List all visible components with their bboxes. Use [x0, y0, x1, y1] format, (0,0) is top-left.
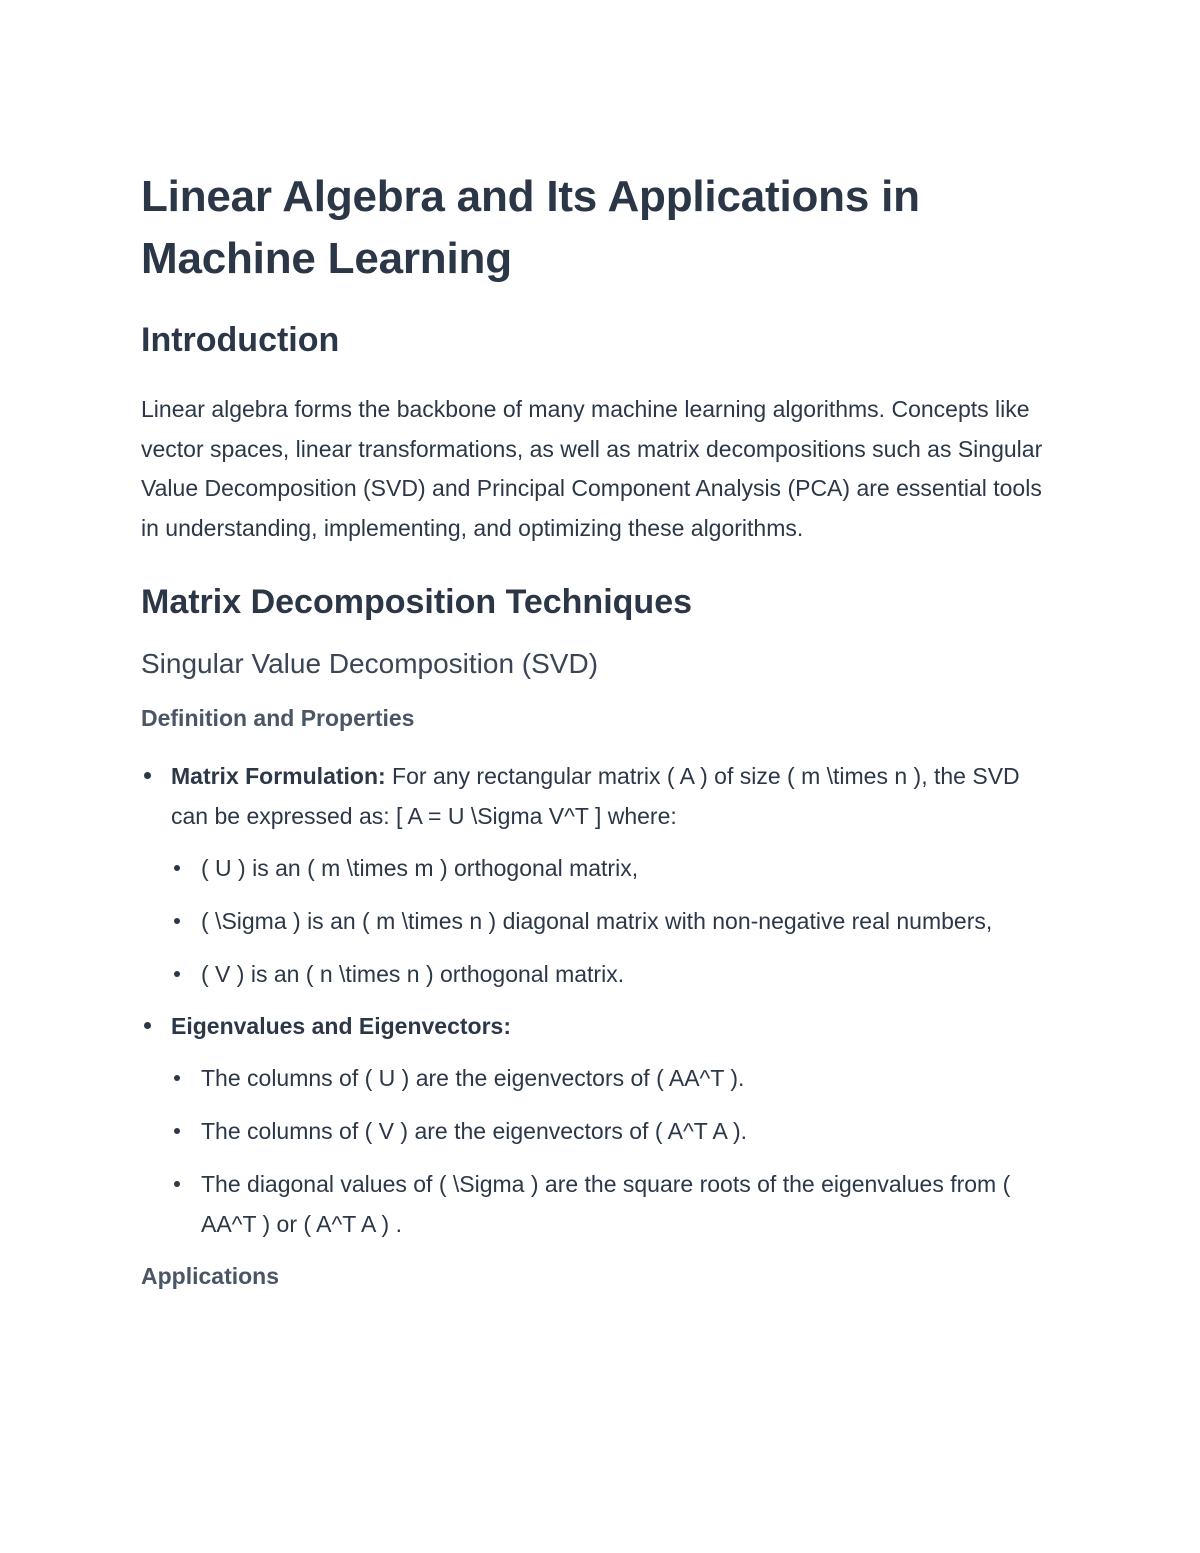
bullet-icon [174, 971, 180, 977]
bullet-icon [144, 772, 151, 779]
list-item-text: The diagonal values of ( \Sigma ) are the square roots of the eigenvalues from ( AA^T ) or ( A^T A ) . [201, 1171, 1011, 1237]
document-title: Linear Algebra and Its Applications in Machine Learning [141, 172, 920, 283]
list-item-eigenvalues [141, 1006, 1061, 1244]
list-item-text: ( V ) is an ( n \times n ) orthogonal matrix. [201, 961, 625, 987]
list-item [171, 1111, 1061, 1151]
svd-property-list [141, 756, 1061, 1244]
list-item-text: For any rectangular matrix ( A ) of size ( m \times n ), the SVD can be expressed as: [ A = U \Sigma V^T ] where: [171, 763, 1020, 829]
list-item-text: The columns of ( V ) are the eigenvectors of ( A^T A ). [201, 1118, 748, 1144]
introduction-heading: Introduction [141, 321, 340, 359]
matrix-formulation-sublist [171, 848, 1061, 994]
applications-heading: Applications [141, 1263, 280, 1289]
bullet-icon [174, 1181, 180, 1187]
list-item-text: ( \Sigma ) is an ( m \times n ) diagonal matrix with non-negative real numbers, [201, 908, 993, 934]
document-page [141, 166, 1061, 1292]
list-item-label: Matrix Formulation: [171, 763, 386, 789]
bullet-icon [144, 1022, 151, 1029]
list-item-text: The columns of ( U ) are the eigenvectors of ( AA^T ). [201, 1065, 745, 1091]
bullet-icon [174, 865, 180, 871]
matrix-decomposition-heading: Matrix Decomposition Techniques [141, 583, 693, 621]
eigenvalues-sublist [171, 1058, 1061, 1244]
list-item-text: ( U ) is an ( m \times m ) orthogonal matrix, [201, 855, 639, 881]
bullet-icon [174, 1128, 180, 1134]
list-item [171, 1058, 1061, 1098]
list-item-matrix-formulation [141, 756, 1061, 994]
list-item [171, 1164, 1061, 1244]
list-item [171, 901, 1061, 941]
list-item [171, 954, 1061, 994]
bullet-icon [174, 1075, 180, 1081]
list-item-label: Eigenvalues and Eigenvectors: [171, 1013, 512, 1039]
list-item [171, 848, 1061, 888]
introduction-paragraph: Linear algebra forms the backbone of many machine learning algorithms. Concepts like vector spaces, linear transformations, as well as matrix decompositions such as Singular Value Decomposition (SVD) and Principal Component Analysis (PCA) are essential tools in understanding, implementing, and optimizing these algorithms. [141, 396, 1043, 541]
definition-properties-heading: Definition and Properties [141, 705, 415, 731]
bullet-icon [174, 918, 180, 924]
svd-heading: Singular Value Decomposition (SVD) [141, 648, 599, 679]
